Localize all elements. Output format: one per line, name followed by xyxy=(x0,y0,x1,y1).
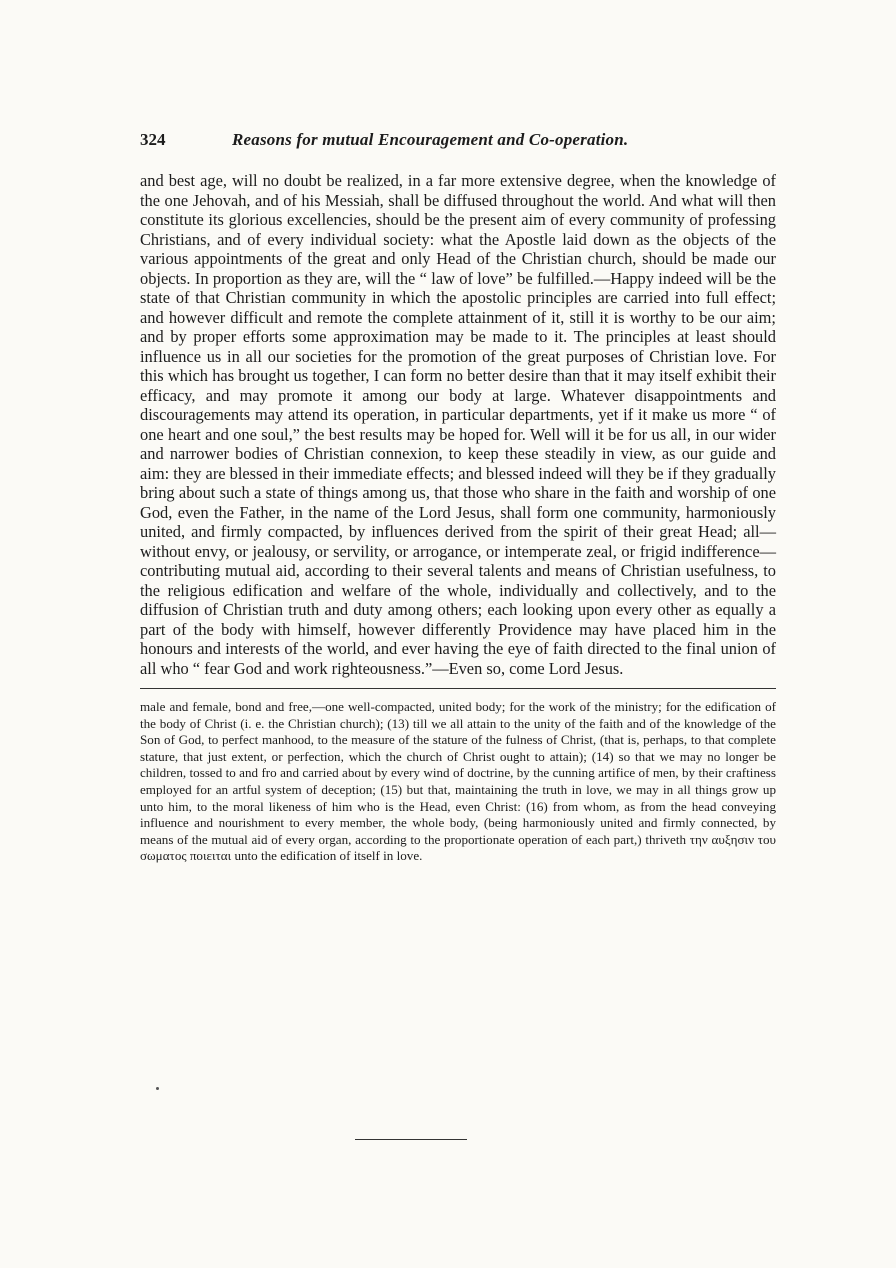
main-text xyxy=(140,171,776,678)
footnote-paragraph: male and female, bond and free,—one well-compacted, united body; for the work of the ministry; for the edification of the body of Christ (i. e. the Christian church); (13) till we all attain to the unity of the faith and of the knowledge of the Son of God, to perfect manhood, to the measure of the stature of the fulness of Christ, (that is, perhaps, to that complete stature, that just extent, or perfection, which the church of Christ ought to attain); (14) so that we may no longer be children, tossed to and fro and carried about by every wind of doctrine, by the cunning artifice of men, by their craftiness employed for an artful system of deception; (15) but that, maintaining the truth in love, we may in all things grow up unto him, to the moral likeness of him who is the Head, even Christ: (16) from whom, as from the head conveying influence and nourishment to every member, the whole body, (being harmoniously united and firmly connected, by means of the mutual aid of every organ, according to the proportionate operation of each part,) thriveth την αυξησιν του σωματος ποιειται unto the edification of itself in love. xyxy=(140,699,776,864)
footnote xyxy=(140,699,776,865)
page-number: 324 xyxy=(140,130,166,149)
book-page xyxy=(140,128,776,865)
page-header xyxy=(140,128,776,152)
stray-mark xyxy=(156,1087,159,1090)
running-title: Reasons for mutual Encouragement and Co-operation. xyxy=(232,130,629,149)
end-rule xyxy=(355,1139,467,1140)
footnote-divider xyxy=(140,688,776,689)
body-paragraph: and best age, will no doubt be realized, in a far more extensive degree, when the knowledge of the one Jehovah, and of his Messiah, shall be diffused throughout the world. And what will then constitute its glorious excellencies, should be the present aim of every community of professing Christians, and of every individual society: what the Apostle laid down as the objects of the various appointments of the great and only Head of the Christian church, should be made our objects. In proportion as they are, will the “ law of love” be fulfilled.—Happy indeed will be the state of that Christian community in which the apostolic principles are carried into full effect; and however difficult and remote the complete attainment of it, still it is worthy to be our aim; and by proper efforts some approximation may be made to it. The principles at least should influence us in all our societies for the promotion of the great purposes of Christian love. For this which has brought us together, I can form no better desire than that it may itself exhibit their efficacy, and may promote it among our body at large. Whatever disappointments and discouragements may attend its operation, in particular departments, yet if it make us more “ of one heart and one soul,” the best results may be hoped for. Well will it be for us all, in our wider and narrower bodies of Christian connexion, to keep these steadily in view, as our guide and aim: they are blessed in their immediate effects; and blessed indeed will they be if they gradually bring about such a state of things among us, that those who share in the faith and worship of one God, even the Father, in the name of the Lord Jesus, shall form one community, harmoniously united, and firmly compacted, by influences derived from the spirit of their great Head; all—without envy, or jealousy, or servility, or arrogance, or intemperate zeal, or frigid indifference—contributing mutual aid, according to their several talents and means of Christian usefulness, to the religious edification and welfare of the whole, individually and collectively, and to the diffusion of Christian truth and duty among others; each looking upon every other as equally a part of the body with himself, however differently Providence may have placed him in the honours and interests of the world, and ever having the eye of faith directed to the final union of all who “ fear God and work righteousness.”—Even so, come Lord Jesus. xyxy=(140,171,776,678)
